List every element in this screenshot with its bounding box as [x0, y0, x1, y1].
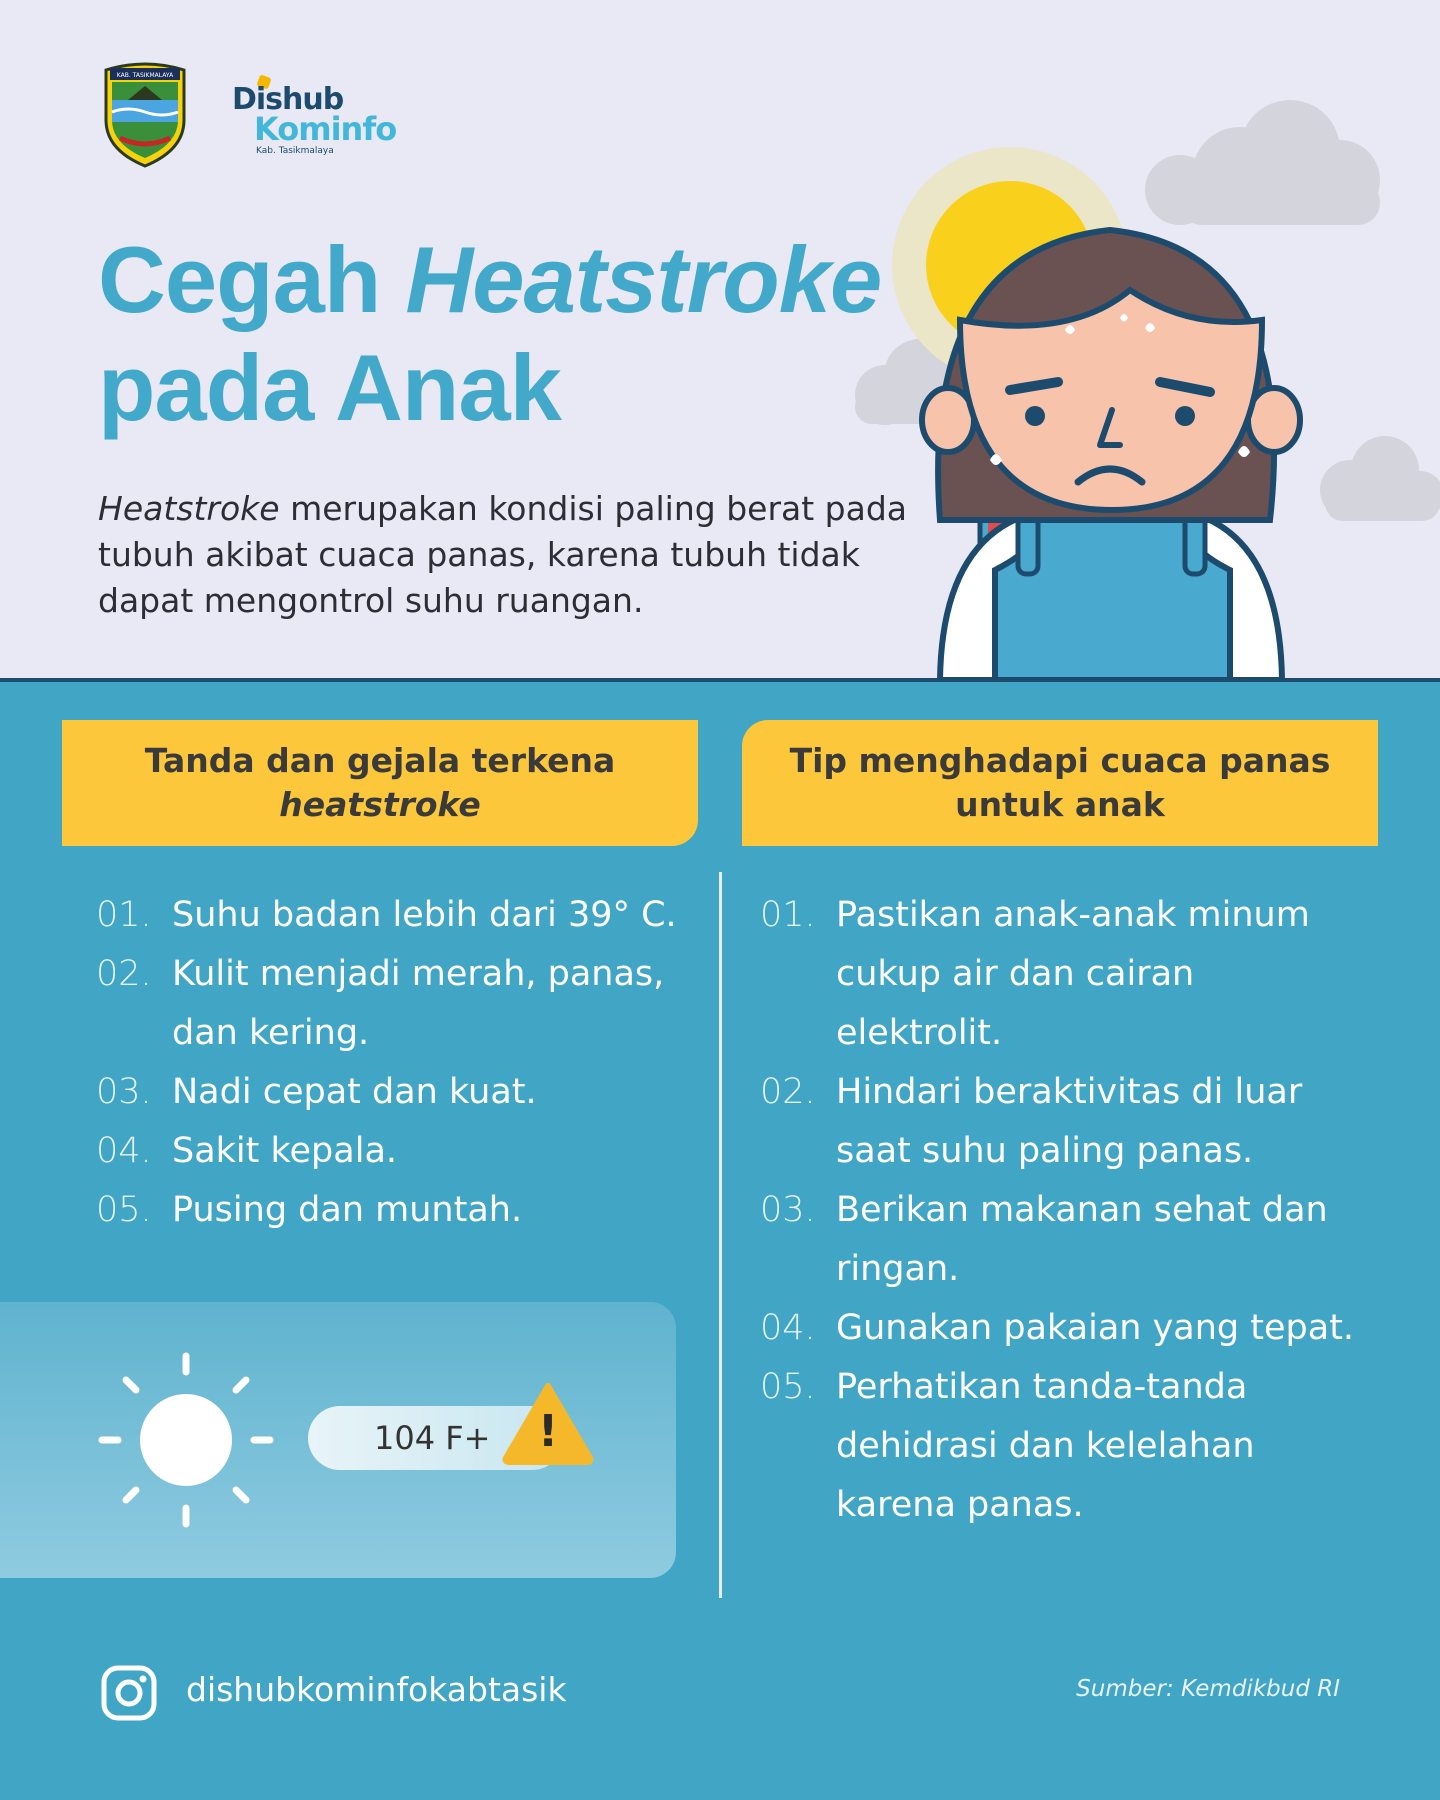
list-item	[96, 945, 716, 1063]
temperature-value: 104 F+	[374, 1419, 491, 1457]
weather-card	[0, 1302, 676, 1578]
item-text: Pastikan anak-anak minum cukup air dan cairan elektrolit.	[836, 895, 1310, 1053]
logo-line3: Kab. Tasikmalaya	[256, 146, 334, 156]
item-number: 02.	[760, 1072, 816, 1112]
item-text: Hindari beraktivitas di luar saat suhu paling panas.	[836, 1072, 1303, 1171]
symptoms-heading-line1: Tanda dan gejala terkena	[144, 741, 616, 780]
symptoms-heading-line2: heatstroke	[279, 785, 481, 824]
cloud-icon	[1145, 100, 1380, 225]
item-number: 04.	[760, 1308, 816, 1348]
item-number: 05.	[96, 1190, 152, 1230]
item-text: Gunakan pakaian yang tepat.	[836, 1308, 1355, 1348]
cloud-icon	[1320, 436, 1440, 521]
item-number: 03.	[96, 1072, 152, 1112]
item-text: Berikan makanan sehat dan ringan.	[836, 1190, 1328, 1289]
symptoms-heading	[62, 720, 698, 846]
item-text: Perhatikan tanda-tanda dehidrasi dan kelelahan karena panas.	[836, 1367, 1255, 1525]
list-item	[96, 1122, 716, 1181]
item-text: Pusing dan muntah.	[172, 1190, 523, 1230]
logo-line1: Dishub	[232, 82, 344, 117]
item-number: 01.	[96, 895, 152, 935]
item-number: 05.	[760, 1367, 816, 1407]
list-item	[96, 886, 716, 945]
intro-italic: Heatstroke	[98, 489, 280, 528]
item-text: Suhu badan lebih dari 39° C.	[172, 895, 677, 935]
sun-icon	[96, 1350, 276, 1530]
page-title	[98, 226, 881, 442]
item-text: Sakit kepala.	[172, 1131, 398, 1171]
item-number: 01.	[760, 895, 816, 935]
list-item	[760, 1358, 1360, 1535]
list-item	[760, 1063, 1360, 1181]
tips-heading-line2: untuk anak	[955, 785, 1165, 824]
instagram-icon[interactable]	[100, 1664, 158, 1722]
intro-paragraph	[98, 486, 928, 624]
list-item	[760, 1181, 1360, 1299]
sweating-child-illustration	[830, 90, 1440, 680]
source-credit: Sumber: Kemdikbud RI	[1076, 1676, 1340, 1702]
item-number: 02.	[96, 954, 152, 994]
logo-line2: Kominfo	[254, 110, 397, 148]
title-part1: Cegah	[98, 227, 406, 332]
item-text: Nadi cepat dan kuat.	[172, 1072, 537, 1112]
regency-crest-icon	[98, 60, 192, 168]
item-number: 03.	[760, 1190, 816, 1230]
hero-section	[0, 0, 1440, 680]
intro-rest: merupakan kondisi paling berat pada tubuh akibat cuaca panas, karena tubuh tidak dapat mengontrol suhu ruangan.	[98, 489, 908, 620]
instagram-handle-link[interactable]: dishubkominfokabtasik	[186, 1670, 567, 1709]
list-item	[760, 886, 1360, 1063]
list-item	[96, 1063, 716, 1122]
column-divider	[719, 872, 722, 1598]
warning-symbol: !	[537, 1406, 559, 1457]
list-item	[760, 1299, 1360, 1358]
title-part3: pada Anak	[98, 335, 561, 440]
symptoms-list	[96, 886, 716, 1240]
item-number: 04.	[96, 1131, 152, 1171]
tips-heading	[742, 720, 1378, 846]
item-text: Kulit menjadi merah, panas, dan kering.	[172, 954, 665, 1053]
list-item	[96, 1181, 716, 1240]
crest-text: KAB. TASIKMALAYA	[116, 72, 174, 79]
dishub-kominfo-logo	[232, 82, 422, 162]
tips-list	[760, 886, 1360, 1535]
title-part2: Heatstroke	[405, 227, 882, 332]
tips-heading-line1: Tip menghadapi cuaca panas	[789, 741, 1331, 780]
warning-icon	[500, 1380, 596, 1466]
